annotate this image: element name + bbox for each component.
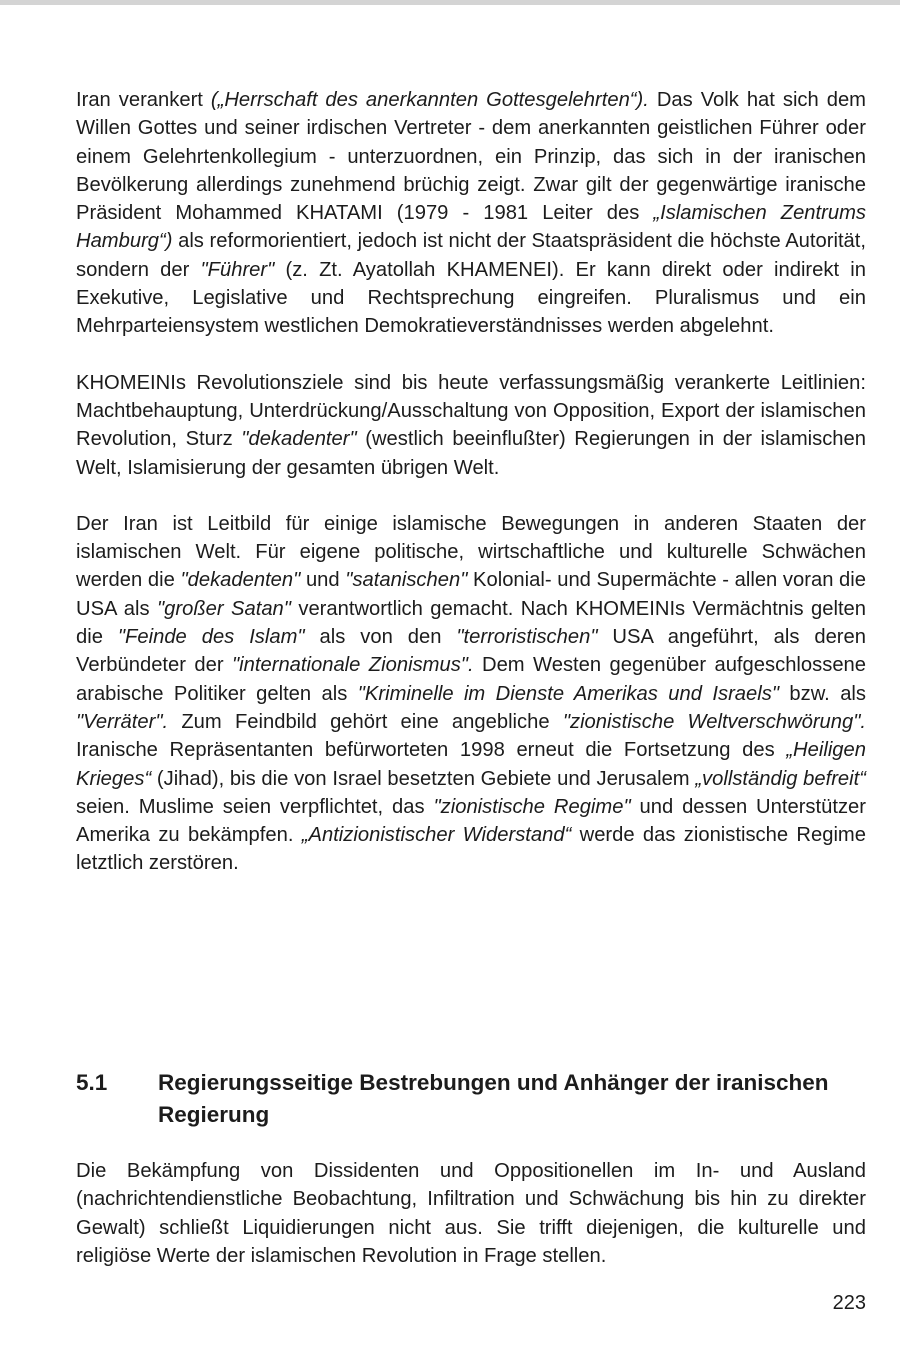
text-run: verantwortlich gemacht. Nach KHOMEINIs Vermächtnis gelten die xyxy=(76,597,867,649)
page-body xyxy=(76,86,866,878)
text-run: Iranische Repräsentanten befürworteten 1998 erneut die Fortsetzung des xyxy=(76,739,787,762)
text-run: (Jihad), bis die von Israel besetzten Gebiete und Jerusalem xyxy=(151,767,696,790)
section-title: Regierungsseitige Bestrebungen und Anhänger der iranischen Regierung xyxy=(158,1070,829,1127)
italic-quote: "dekadenten" xyxy=(180,569,301,592)
italic-quote: "zionistische Weltverschwörung". xyxy=(562,710,867,733)
italic-quote: "dekadenter" xyxy=(241,428,357,451)
text-run: Iran verankert xyxy=(76,89,211,111)
paragraph-enemy-image xyxy=(76,510,866,878)
text-run: als von den xyxy=(304,626,457,649)
text-run: Der Iran ist Leitbild für einige islamische Bewegungen in anderen Staaten der islamischen Welt. Für eigene politische, wirtschaftliche und kulturelle Schwächen werden die xyxy=(76,512,866,592)
italic-quote: „Heiligen Krieges“ xyxy=(76,739,866,790)
paragraph-gap xyxy=(76,341,866,369)
text-run: (westlich beeinflußter) Regierungen in der islamischen Welt, Islamisierung der gesamten übrigen Welt. xyxy=(76,428,866,479)
text-run: und dessen Unterstützer Amerika zu bekämpfen. xyxy=(76,795,866,847)
italic-quote: "satanischen" xyxy=(345,569,468,592)
italic-quote: "Feinde des Islam" xyxy=(117,626,305,649)
text-run: USA angeführt, als deren Verbündeter der xyxy=(76,626,866,677)
italic-quote: "Kriminelle im Dienste Amerikas und Israels" xyxy=(357,682,779,705)
italic-quote: "zionistische Regime" xyxy=(433,795,631,818)
section-body xyxy=(76,1157,866,1270)
text-run: Kolonial- und Supermächte - allen voran die USA als xyxy=(76,569,867,620)
text-run: werde das zionistische Regime letztlich zerstören. xyxy=(76,824,866,875)
italic-quote: "großer Satan" xyxy=(157,597,291,620)
italic-quote: „vollständig befreit“ xyxy=(695,767,866,790)
italic-quote: "terroristischen" xyxy=(456,626,598,649)
paragraph-gap xyxy=(76,482,866,510)
paragraph-dissidents: Die Bekämpfung von Dissidenten und Oppositionellen im In- und Ausland (nachrichtendienstliche Beobachtung, Infiltration und Schwächung bis hin zu direkter Gewalt) schließt Liquidierungen nicht aus. Sie trifft diejenigen, die kulturelle und religiöse Werte der islamischen Revolution in Frage stellen. xyxy=(76,1160,866,1267)
text-run: seien. Muslime seien verpflichtet, das xyxy=(76,795,434,818)
text-run: bzw. als xyxy=(779,682,867,705)
italic-quote: „Antizionistischer Widerstand“ xyxy=(301,824,572,847)
text-run: (z. Zt. Ayatollah KHAMENEI). Er kann direkt oder indirekt in Exekutive, Legislative und Rechtsprechung eingreifen. Pluralismus und ein Mehrparteiensystem westlichen Demokratieverständnisses werden abgelehnt. xyxy=(76,258,866,338)
section-heading xyxy=(76,1067,866,1131)
text-run: Zum Feindbild gehört eine angebliche xyxy=(168,710,563,733)
italic-quote: "Verräter". xyxy=(76,710,169,733)
text-run: Das Volk hat sich dem Willen Gottes und seiner irdischen Vertreter - dem anerkannten geistlichen Führer oder einem Gelehrtenkollegium - unterzuordnen, ein Prinzip, das sich in der iranischen Bevölkerung allerdings zunehmend brüchig zeigt. Zwar gilt der gegenwärtige iranische Präsident Mohammed KHATAMI (1979 - 1981 Leiter des xyxy=(76,89,866,225)
text-run: Dem Westen gegenüber aufgeschlossene arabische Politiker gelten als xyxy=(76,654,866,705)
paragraph-revolution-goals xyxy=(76,369,866,482)
top-border-rule xyxy=(0,0,900,5)
italic-quote: "Führer" xyxy=(200,258,275,281)
text-run: als reformorientiert, jedoch ist nicht der Staatspräsident die höchste Autorität, sondern der xyxy=(76,230,866,281)
italic-quote: "internationale Zionismus". xyxy=(232,654,474,677)
italic-quote: („Herrschaft des anerkannten Gottesgelehrten“). xyxy=(210,89,649,111)
text-run: KHOMEINIs Revolutionsziele sind bis heute verfassungsmäßig verankerte Leitlinien: Machtbehauptung, Unterdrückung/Ausschaltung von Opposition, Export der islamischen Revolution, Sturz xyxy=(76,371,866,451)
italic-quote: „Islamischen Zentrums Hamburg“) xyxy=(76,202,866,253)
section-number: 5.1 xyxy=(76,1070,108,1095)
page-number: 223 xyxy=(832,1292,866,1314)
paragraph-iran-leadership xyxy=(76,86,866,341)
text-run: und xyxy=(300,569,346,592)
